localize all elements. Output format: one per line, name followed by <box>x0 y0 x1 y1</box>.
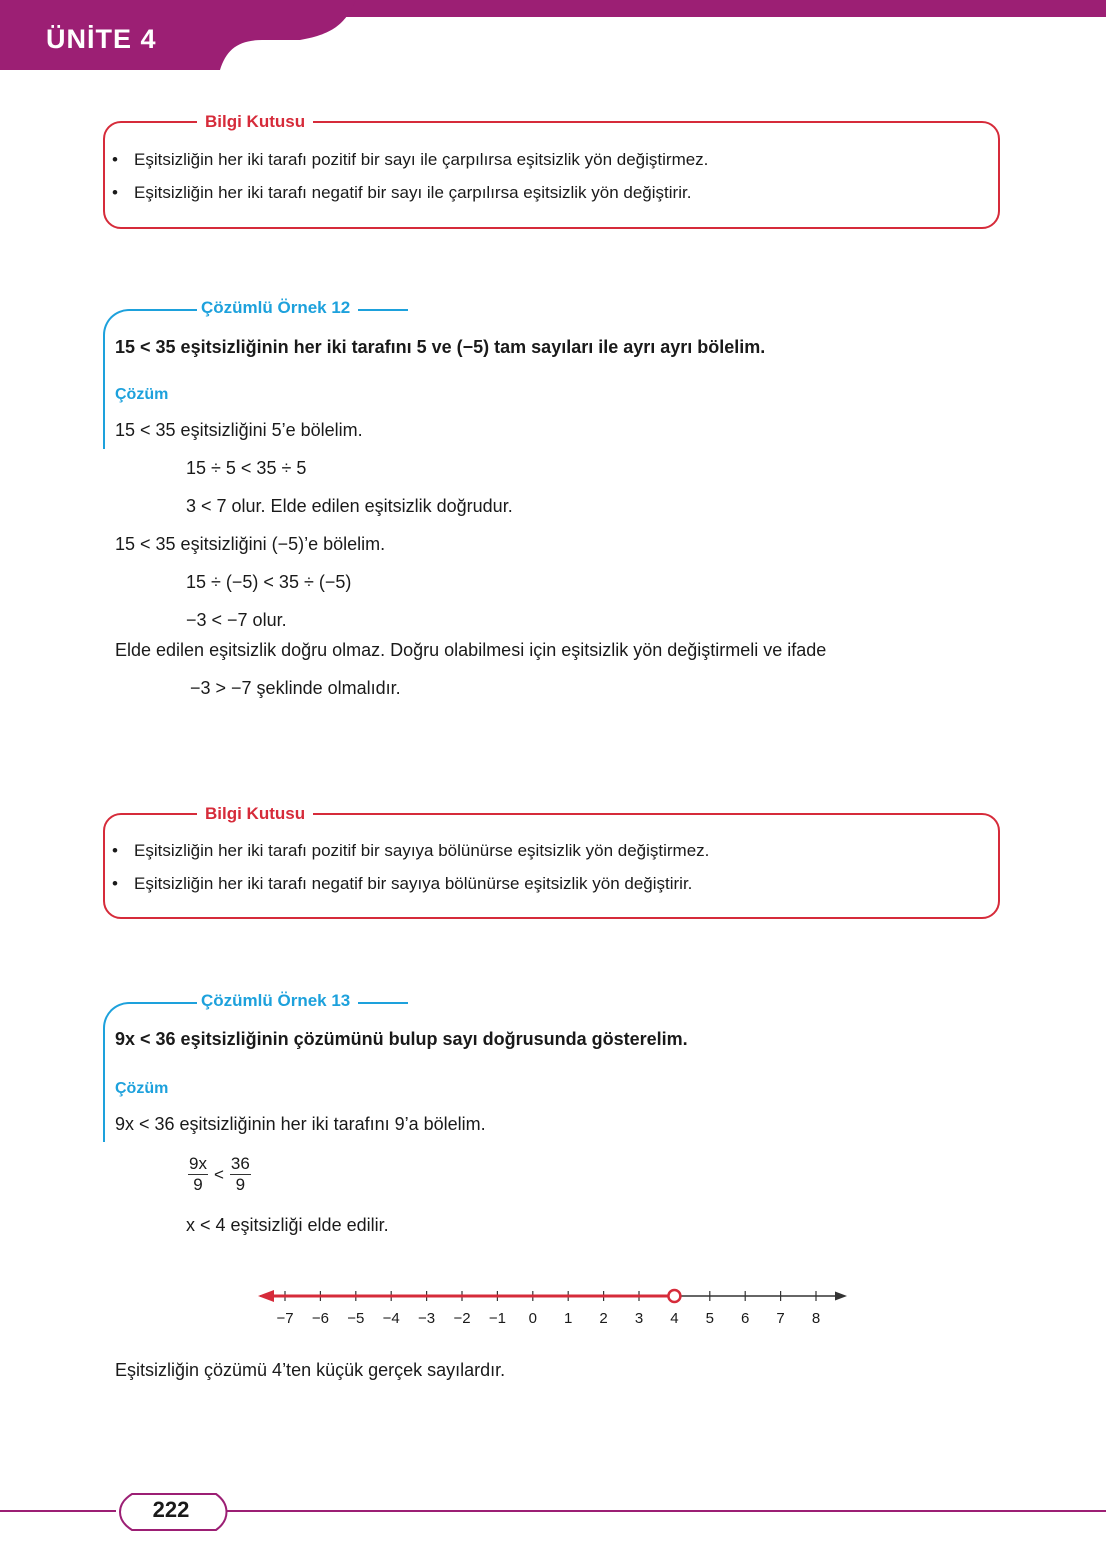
number-line-label: 2 <box>599 1310 608 1327</box>
footer-line-right <box>224 1510 1106 1512</box>
example-12-line-6: −3 < −7 olur. <box>186 610 287 630</box>
example-13-question: 9x < 36 eşitsizliğinin çözümünü bulup sayı doğrusunda gösterelim. <box>115 1029 688 1049</box>
number-line-label: −2 <box>453 1310 471 1327</box>
example-12-line-3: 3 < 7 olur. Elde edilen eşitsizlik doğrudur. <box>186 496 513 516</box>
example-13-line-1: 9x < 36 eşitsizliğinin her iki tarafını 9’a bölelim. <box>115 1114 486 1134</box>
number-line-label: 1 <box>564 1310 573 1327</box>
info-box-2-title: Bilgi Kutusu <box>197 804 313 824</box>
info-box-1-bullet-2: • Eşitsizliğin her iki tarafı negatif bir sayı ile çarpılırsa eşitsizlik yön değiştirir. <box>112 183 692 202</box>
example-12-question: 15 < 35 eşitsizliğinin her iki tarafını 5 ve (−5) tam sayıları ile ayrı ayrı bölelim. <box>115 337 766 357</box>
number-line <box>250 1280 860 1340</box>
number-line-label: −3 <box>418 1310 436 1327</box>
open-point-marker <box>668 1290 680 1302</box>
fraction-left: $\frac{9x}{9}$ <box>189 1154 207 1194</box>
info-box-2 <box>103 813 1000 919</box>
number-line-label: −5 <box>347 1310 365 1327</box>
number-line-label: 6 <box>741 1310 750 1327</box>
example-12-title: Çözümlü Örnek 12 <box>201 298 351 317</box>
example-12-line-4: 15 < 35 eşitsizliğini (−5)’e bölelim. <box>115 534 386 554</box>
fraction-operator: < <box>213 1164 224 1184</box>
number-line-label: −4 <box>382 1310 400 1327</box>
info-box-2-bullet-2: • Eşitsizliğin her iki tarafı negatif bir sayıya bölünürse eşitsizlik yön değiştirir. <box>112 874 693 893</box>
info-box-1-title: Bilgi Kutusu <box>197 112 313 132</box>
number-line-label: 4 <box>670 1310 679 1327</box>
example-13-conclusion: Eşitsizliğin çözümü 4’ten küçük gerçek sayılardır. <box>115 1360 506 1380</box>
fraction-expression <box>188 1154 251 1195</box>
example-12-line-8: −3 > −7 şeklinde olmalıdır. <box>190 678 401 698</box>
number-line-label: −7 <box>276 1310 294 1327</box>
example-12-title-line <box>358 309 408 311</box>
info-box-1 <box>103 121 1000 229</box>
example-12-line-1: 15 < 35 eşitsizliğini 5’e bölelim. <box>115 420 363 440</box>
info-box-2-bullet-1: • Eşitsizliğin her iki tarafı pozitif bir sayıya bölünürse eşitsizlik yön değiştirmez. <box>112 841 710 860</box>
unit-title: ÜNİTE 4 <box>46 24 157 54</box>
example-12-line-5: 15 ÷ (−5) < 35 ÷ (−5) <box>186 572 352 592</box>
number-line-label: 5 <box>705 1310 714 1327</box>
footer-line-left <box>0 1510 116 1512</box>
example-13-solution-label: Çözüm <box>115 1080 169 1097</box>
number-line-label: 7 <box>776 1310 785 1327</box>
example-13-line-2: x < 4 eşitsizliği elde edilir. <box>186 1215 389 1235</box>
example-12-line-2: 15 ÷ 5 < 35 ÷ 5 <box>186 458 307 478</box>
example-12-line-7: Elde edilen eşitsizlik doğru olmaz. Doğru olabilmesi için eşitsizlik yön değiştirmeli ve ifade <box>115 640 827 660</box>
example-12-solution-label: Çözüm <box>115 386 169 403</box>
page-number: 222 <box>152 1497 190 1522</box>
info-box-1-bullet-1: • Eşitsizliğin her iki tarafı pozitif bir sayı ile çarpılırsa eşitsizlik yön değiştirmez. <box>112 150 709 169</box>
number-line-right-arrow <box>835 1292 847 1301</box>
number-line-label: 3 <box>634 1310 644 1327</box>
solution-ray-arrow <box>258 1290 274 1302</box>
number-line-label: 8 <box>811 1310 821 1327</box>
example-13-title-line <box>358 1002 408 1004</box>
number-line-label: 0 <box>528 1310 537 1327</box>
number-line-label: −1 <box>488 1310 506 1327</box>
fraction-right: $\frac{36}{9}$ <box>230 1154 250 1194</box>
number-line-label: −6 <box>311 1310 329 1327</box>
example-13-title: Çözümlü Örnek 13 <box>201 991 351 1010</box>
